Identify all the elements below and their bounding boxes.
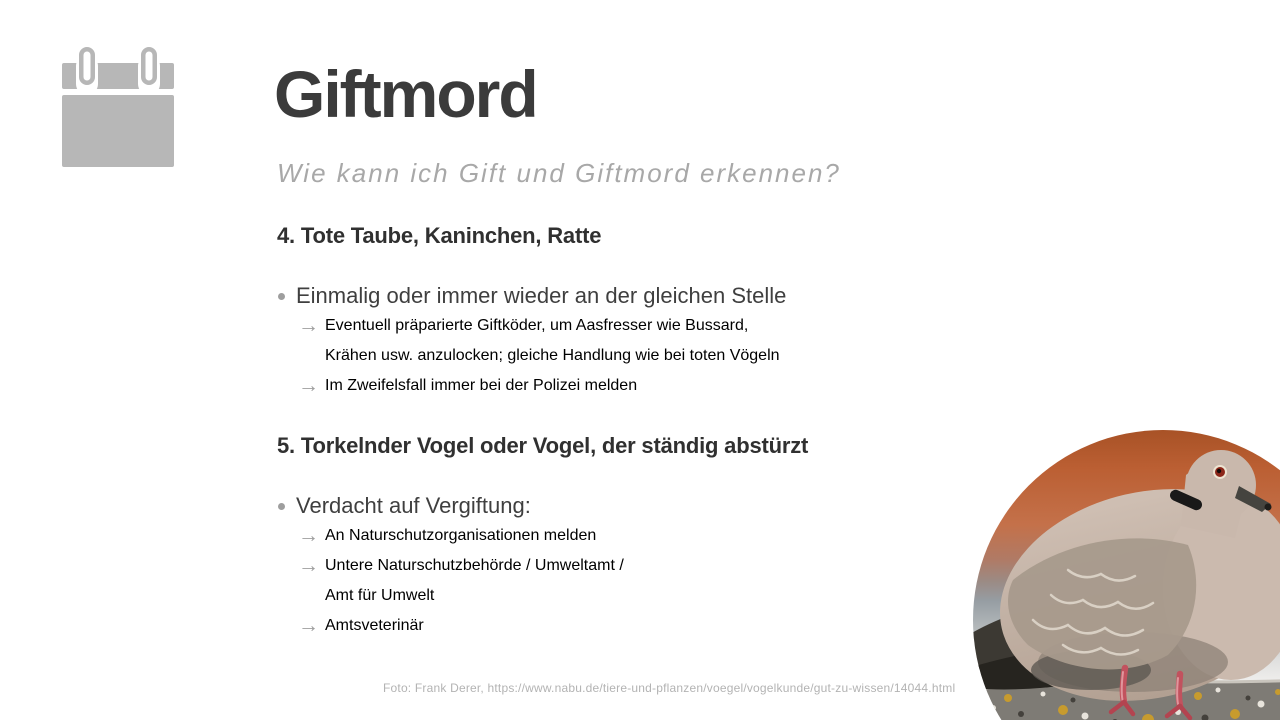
slide-body [277,221,1069,641]
list-subitem-text [325,371,1069,401]
right-arrow-icon: → [298,614,319,637]
right-arrow-icon: → [298,374,319,397]
list-subitem [277,611,1069,641]
spacer [277,401,1069,431]
list-item [277,491,1069,521]
list-item [277,281,1069,311]
subitem-line: Amtsveterinär [325,617,424,634]
list-subitem [277,371,1069,401]
subitem-line: An Naturschutzorganisationen melden [325,527,597,544]
spacer [277,251,1069,281]
list-subitem [277,551,1069,611]
list-subitem-text [325,521,1069,551]
calendar-icon [60,47,175,167]
section-heading-4: 4. Tote Taube, Kaninchen, Ratte [277,223,602,248]
slide-subtitle: Wie kann ich Gift und Giftmord erkennen? [277,158,841,188]
list-subitem [277,521,1069,551]
list-item-text: Einmalig oder immer wieder an der gleichen Stelle [296,283,787,308]
right-arrow-icon: → [298,314,319,337]
list-subitem-text [325,551,1069,611]
right-arrow-icon: → [298,554,319,577]
slide-title: Giftmord [274,57,537,131]
spacer [277,461,1069,491]
list-subitem-text [325,311,1069,371]
list-subitem [277,311,1069,371]
right-arrow-icon: → [298,524,319,547]
section-heading-5: 5. Torkelnder Vogel oder Vogel, der ständig abstürzt [277,433,809,458]
subitem-line: Krähen usw. anzulocken; gleiche Handlung wie bei toten Vögeln [325,347,780,364]
list-subitem-text [325,611,1069,641]
photo-credit-caption: Foto: Frank Derer, https://www.nabu.de/tiere-und-pflanzen/voegel/vogelkunde/gut-zu-wissen/14044.html [383,681,956,695]
subitem-line: Im Zweifelsfall immer bei der Polizei melden [325,377,638,394]
list-item-text: Verdacht auf Vergiftung: [296,493,531,518]
subitem-line: Amt für Umwelt [325,587,435,604]
subitem-line: Eventuell präparierte Giftköder, um Aasfresser wie Bussard, [325,317,749,334]
bullet-dot-icon [277,281,296,311]
subitem-line: Untere Naturschutzbehörde / Umweltamt / [325,557,624,574]
bullet-dot-icon [277,491,296,521]
